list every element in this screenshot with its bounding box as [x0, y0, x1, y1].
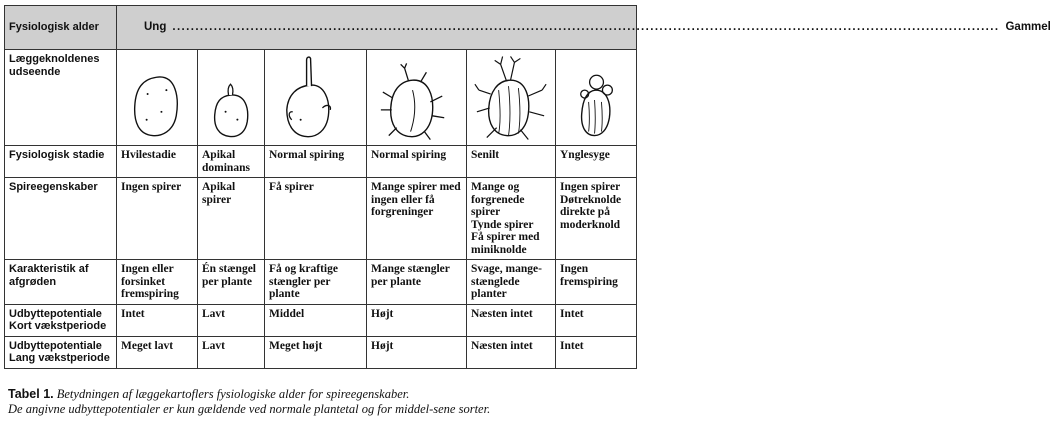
stage-label: Fysiologisk stadie [5, 146, 117, 178]
stage-cell-4: Normal spiring [367, 146, 467, 178]
yield-short-cell-1: Intet [117, 304, 198, 336]
yield-short-cell-2: Lavt [198, 304, 265, 336]
crop-cell-2: Én stængel per plante [198, 260, 265, 305]
header-label: Fysiologisk alder [5, 6, 117, 50]
crop-cell-5: Svage, mange-stænglede planter [467, 260, 556, 305]
crop-cell-6: Ingen fremspiring [556, 260, 637, 305]
appearance-cell-6 [556, 50, 637, 146]
sprout-cell-5: Mange og forgrenede spirer Tynde spirer Få spirer med miniknolde [467, 178, 556, 260]
physiological-age-table [4, 5, 1051, 369]
tuber-apical-sprout-icon [198, 50, 264, 145]
yield-long-row [5, 336, 637, 368]
crop-label: Karakteristik af afgrøden [5, 260, 117, 305]
age-young-label: Ung [144, 21, 167, 34]
caption-line-2: De angivne udbyttepotentialer er kun gældende ved normale plantetal og for middel-sene sorter. [8, 402, 491, 416]
sprout-cell-2: Apikal spirer [198, 178, 265, 260]
crop-cell-1: Ingen eller forsinket fremspiring [117, 260, 198, 305]
appearance-cell-1 [117, 50, 198, 146]
age-old-label: Gammel [1005, 21, 1051, 34]
yield-short-row [5, 304, 637, 336]
yield-short-label: Udbyttepotentiale Kort vækstperiode [5, 304, 117, 336]
caption-title: Tabel 1. [8, 387, 54, 401]
sprout-cell-4: Mange spirer med ingen eller få forgreninger [367, 178, 467, 260]
yield-long-cell-4: Højt [367, 336, 467, 368]
stage-cell-2: Apikal dominans [198, 146, 265, 178]
tuber-senile-sprouts-icon [467, 50, 555, 145]
yield-long-cell-2: Lavt [198, 336, 265, 368]
caption-line-1: Betydningen af læggekartoflers fysiologiske alder for spireegenskaber. [56, 387, 410, 401]
yield-short-cell-4: Højt [367, 304, 467, 336]
tuber-normal-sprout-icon [265, 50, 366, 145]
stage-cell-6: Ynglesyge [556, 146, 637, 178]
appearance-cell-3 [265, 50, 367, 146]
appearance-row [5, 50, 637, 146]
sprout-cell-3: Få spirer [265, 178, 367, 260]
header-row [5, 6, 637, 50]
crop-cell-3: Få og kraftige stængler per plante [265, 260, 367, 305]
appearance-cell-2 [198, 50, 265, 146]
stage-row [5, 146, 637, 178]
yield-long-label: Udbyttepotentiale Lang vækstperiode [5, 336, 117, 368]
tuber-multiple-sprouts-icon [367, 50, 466, 145]
yield-short-cell-5: Næsten intet [467, 304, 556, 336]
yield-short-cell-3: Middel [265, 304, 367, 336]
yield-short-cell-6: Intet [556, 304, 637, 336]
age-dots: .................................................................................................................................................................................... [172, 21, 1000, 34]
table-caption [8, 387, 638, 417]
stage-cell-1: Hvilestadie [117, 146, 198, 178]
appearance-cell-5 [467, 50, 556, 146]
appearance-label: Læggeknoldenes udseende [5, 50, 117, 146]
tuber-daughter-tubers-icon [556, 50, 636, 145]
crop-cell-4: Mange stængler per plante [367, 260, 467, 305]
age-scale [117, 6, 1051, 50]
yield-long-cell-6: Intet [556, 336, 637, 368]
yield-long-cell-1: Meget lavt [117, 336, 198, 368]
yield-long-cell-3: Meget højt [265, 336, 367, 368]
sprout-row [5, 178, 637, 260]
yield-long-cell-5: Næsten intet [467, 336, 556, 368]
stage-cell-3: Normal spiring [265, 146, 367, 178]
sprout-label: Spireegenskaber [5, 178, 117, 260]
crop-row [5, 260, 637, 305]
stage-cell-5: Senilt [467, 146, 556, 178]
sprout-cell-6: Ingen spirer Døtreknolde direkte på moderknold [556, 178, 637, 260]
sprout-cell-1: Ingen spirer [117, 178, 198, 260]
appearance-cell-4 [367, 50, 467, 146]
tuber-dormant-icon [117, 50, 197, 145]
